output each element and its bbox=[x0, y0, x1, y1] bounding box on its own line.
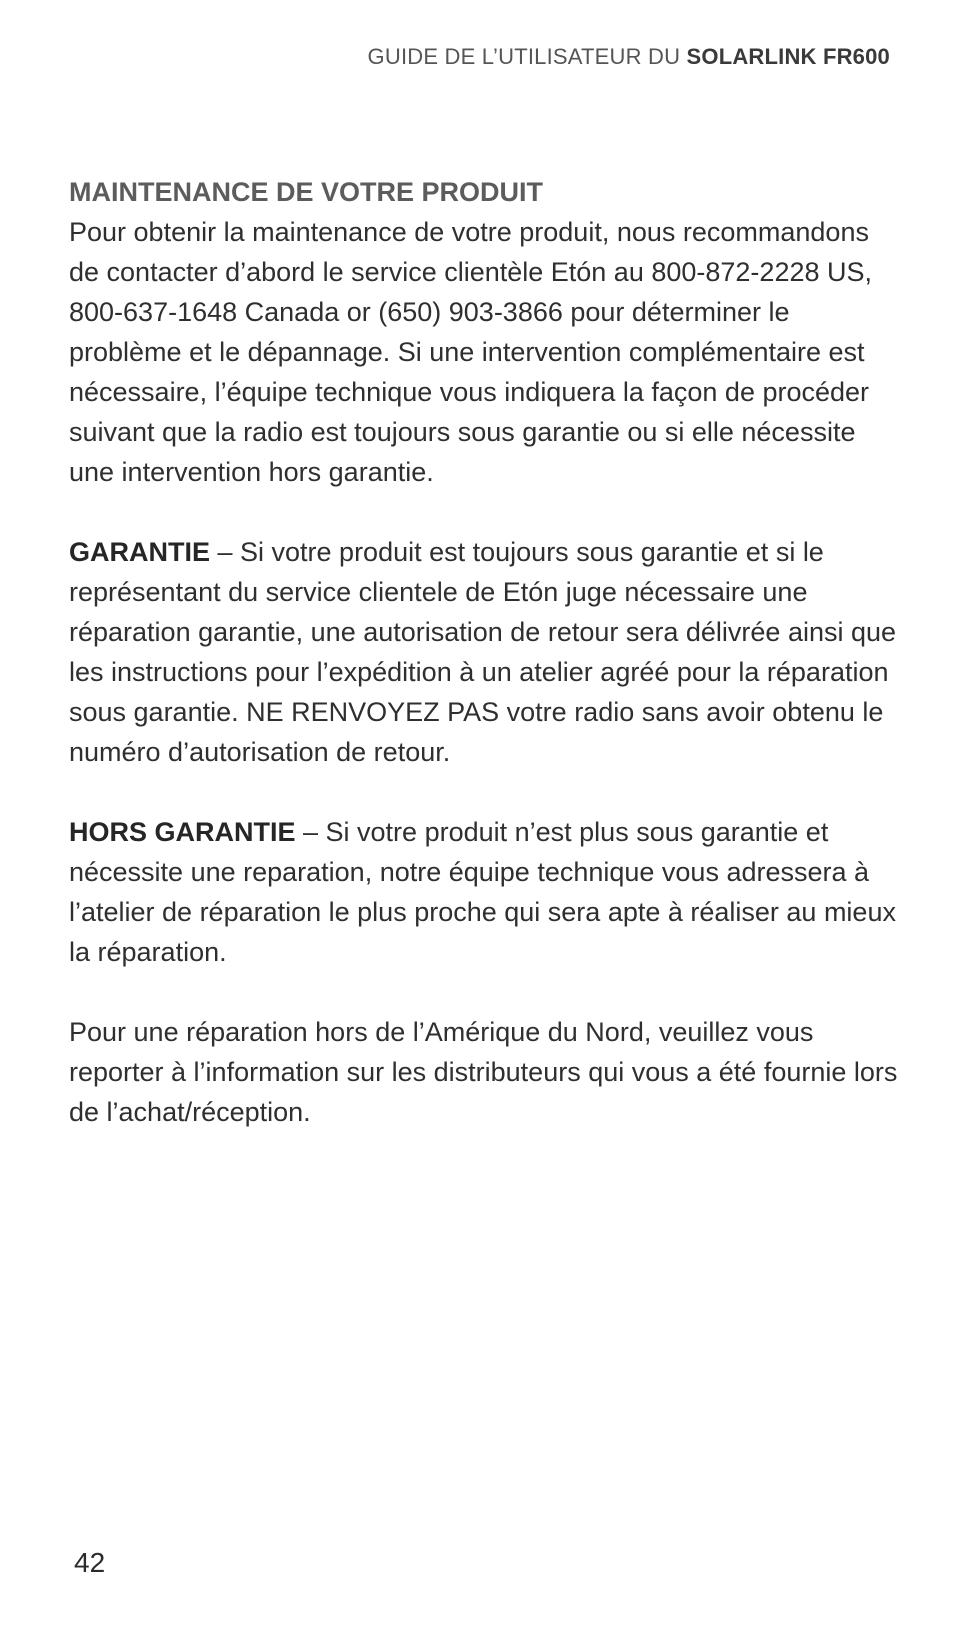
garantie-text: – Si votre produit est toujours sous garantie et si le représentant du service clientele de Etón juge nécessaire une réparation garantie, une autorisation de retour sera délivrée ainsi que les instructions pour l’expédition à un atelier agréé pour la réparation sous garantie. NE RENVOYEZ PAS votre radio sans avoir obtenu le numéro d’autorisation de retour. bbox=[69, 537, 897, 767]
hors-garantie-heading: HORS GARANTIE bbox=[69, 817, 296, 847]
page-number: 42 bbox=[74, 1547, 106, 1578]
hors-garantie-text: – Si votre produit n’est plus sous garantie et nécessite une reparation, notre équipe technique vous adressera à l’atelier de réparation le plus proche qui sera apte à réaliser au mieux la réparation. bbox=[69, 817, 896, 967]
header-brand: SOLARLINK FR600 bbox=[686, 44, 890, 69]
running-header bbox=[368, 44, 890, 70]
page-content bbox=[69, 172, 899, 1172]
hors-amerique-paragraph: Pour une réparation hors de l’Amérique du Nord, veuillez vous reporter à l’information sur les distributeurs qui vous a été fournie lors de l’achat/réception. bbox=[69, 1017, 898, 1127]
garantie-paragraph bbox=[69, 532, 899, 772]
header-prefix: GUIDE DE L’UTILISATEUR DU bbox=[367, 44, 687, 69]
maintenance-heading: MAINTENANCE DE VOTRE PRODUIT bbox=[69, 177, 544, 207]
maintenance-paragraph: Pour obtenir la maintenance de votre produit, nous recommandons de contacter d’abord le service clientèle Etón au 800-872-2228 US, 800-637-1648 Canada or (650) 903-3866 pour déterminer le problème et le dépannage. Si une intervention complémentaire est nécessaire, l’équipe technique vous indiquera la façon de procéder suivant que la radio est toujours sous garantie ou si elle nécessite une intervention hors garantie. bbox=[69, 217, 872, 487]
hors-garantie-paragraph bbox=[69, 812, 899, 972]
garantie-heading: GARANTIE bbox=[69, 537, 210, 567]
